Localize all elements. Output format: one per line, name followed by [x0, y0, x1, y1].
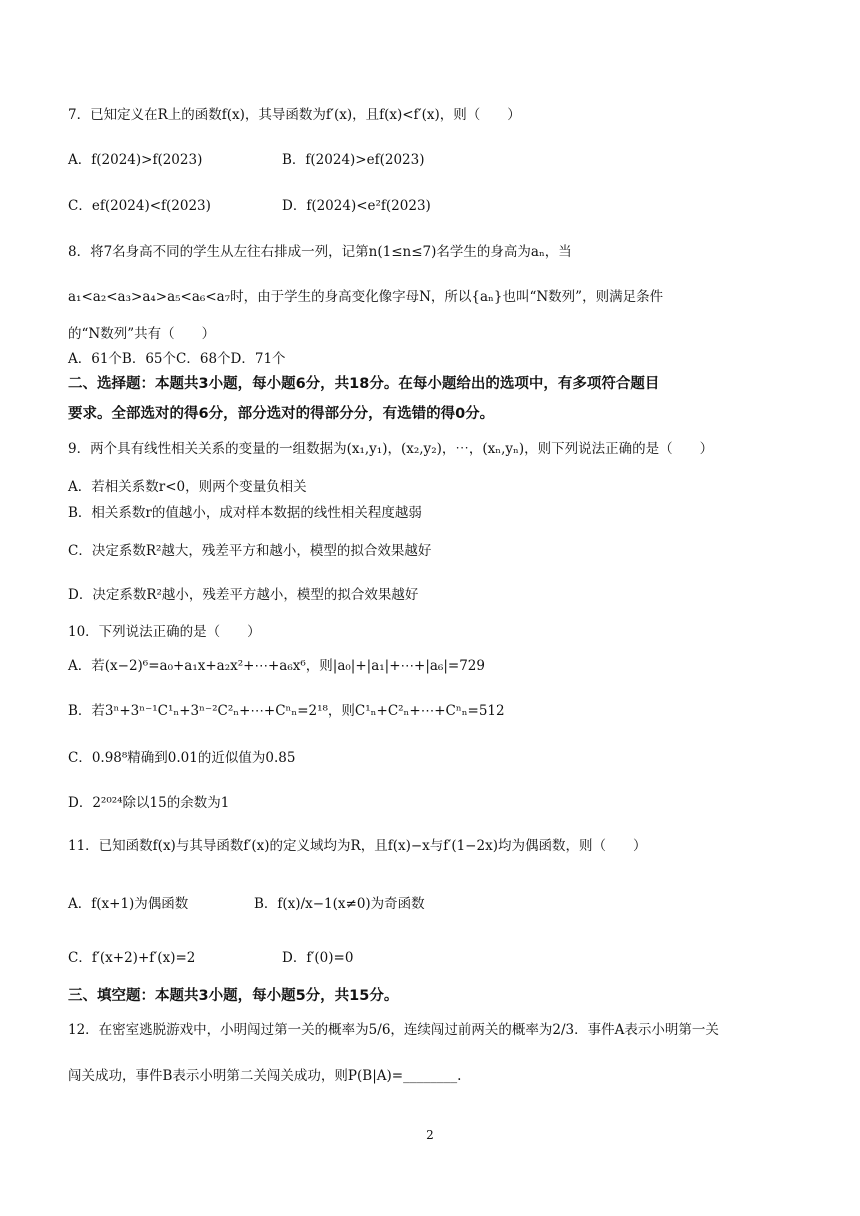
q11-option-c: C．f′(x+2)+f′(x)=2	[68, 950, 196, 966]
q9-option-b: B．相关系数r的值越小，成对样本数据的线性相关程度越弱	[68, 505, 422, 521]
section-2-heading-line-1: 二、选择题：本题共3小题，每小题6分，共18分。在每小题给出的选项中，有多项符合题目	[68, 376, 660, 392]
q8-options: A．61个B．65个C．68个D．71个	[68, 351, 286, 367]
q10-option-d: D．2²⁰²⁴除以15的余数为1	[68, 795, 230, 811]
q11-stem: 11．已知函数f(x)与其导函数f′(x)的定义域均为R，且f(x)−x与f′(1−2x)均为偶函数，则（ ）	[68, 838, 647, 854]
q9-option-a: A．若相关系数r<0，则两个变量负相关	[68, 479, 307, 495]
q7-stem: 7．已知定义在R上的函数f(x)，其导函数为f′(x)，且f(x)<f′(x)，则（ ）	[68, 107, 521, 123]
q10-stem: 10．下列说法正确的是（ ）	[68, 624, 261, 640]
q10-option-c: C．0.98⁸精确到0.01的近似值为0.85	[68, 750, 296, 766]
q11-option-a: A．f(x+1)为偶函数	[68, 896, 189, 912]
section-2-heading-line-2: 要求。全部选对的得6分，部分选对的得部分分，有选错的得0分。	[68, 406, 495, 422]
q10-option-b: B．若3ⁿ+3ⁿ⁻¹C¹ₙ+3ⁿ⁻²C²ₙ+⋯+Cⁿₙ=2¹⁸，则C¹ₙ+C²ₙ+⋯+Cⁿₙ=512	[68, 703, 505, 719]
q11-option-d: D．f′(0)=0	[282, 950, 354, 966]
q7-option-c: C．ef(2024)<f(2023)	[68, 198, 211, 214]
q8-line-3: 的“N数列”共有（ ）	[68, 326, 216, 342]
q7-option-d: D．f(2024)<e²f(2023)	[282, 198, 431, 214]
section-3-heading: 三、填空题：本题共3小题，每小题5分，共15分。	[68, 988, 399, 1004]
q12-line-2: 闯关成功，事件B表示小明第二关闯关成功，则P(B|A)=________.	[68, 1068, 462, 1084]
q12-line-1: 12．在密室逃脱游戏中，小明闯过第一关的概率为5/6，连续闯过前两关的概率为2/3．事件A表示小明第一关	[68, 1022, 719, 1038]
q9-option-c: C．决定系数R²越大，残差平方和越小，模型的拟合效果越好	[68, 543, 432, 559]
q8-line-1: 8．将7名身高不同的学生从左往右排成一列，记第n(1≤n≤7)名学生的身高为aₙ，当	[68, 244, 572, 260]
q10-option-a: A．若(x−2)⁶=a₀+a₁x+a₂x²+⋯+a₆x⁶，则|a₀|+|a₁|+⋯+|a₆|=729	[68, 658, 485, 674]
q7-option-b: B．f(2024)>ef(2023)	[282, 152, 425, 168]
q7-option-a: A．f(2024)>f(2023)	[68, 152, 203, 168]
q9-stem: 9．两个具有线性相关关系的变量的一组数据为(x₁,y₁)，(x₂,y₂)，⋯，(xₙ,yₙ)，则下列说法正确的是（ ）	[68, 441, 714, 457]
q11-option-b: B．f(x)/x−1(x≠0)为奇函数	[254, 896, 425, 912]
q9-option-d: D．决定系数R²越小，残差平方越小，模型的拟合效果越好	[68, 587, 419, 603]
q8-line-2: a₁<a₂<a₃>a₄>a₅<a₆<a₇时，由于学生的身高变化像字母N，所以{aₙ}也叫“N数列”，则满足条件	[68, 289, 664, 305]
page-number: 2	[426, 1128, 434, 1142]
